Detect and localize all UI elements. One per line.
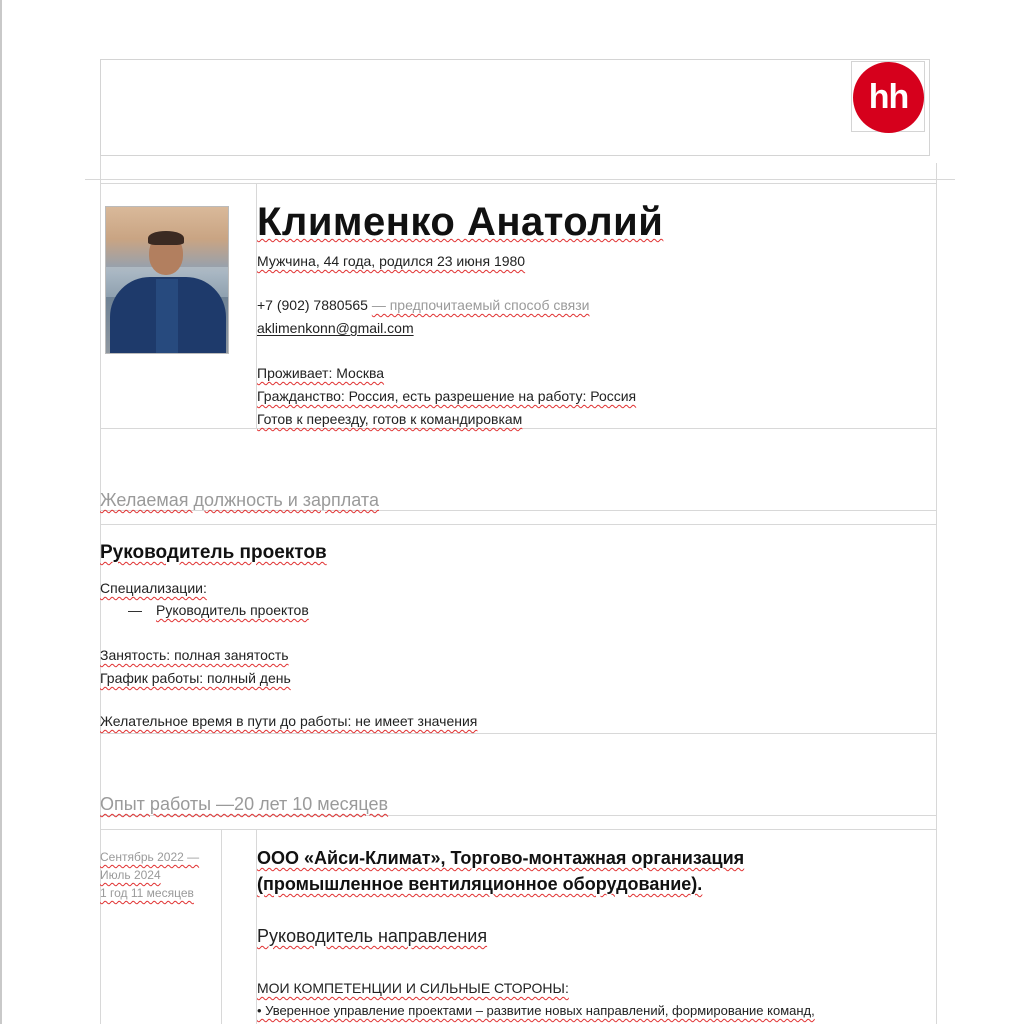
job-period-end: Июль 2024 [100, 868, 161, 882]
desired-position: Руководитель проектов [100, 542, 327, 563]
job-position: Руководитель направления [257, 926, 488, 946]
divider [100, 733, 937, 734]
job-competencies-title: МОИ КОМПЕТЕНЦИИ И СИЛЬНЫЕ СТОРОНЫ: [257, 980, 569, 996]
relocation: Готов к переезду, готов к командировкам [257, 411, 523, 427]
personal-info: Мужчина, 44 года, родился 23 июня 1980 [257, 253, 526, 269]
divider [85, 179, 955, 180]
specialization-dash: — [128, 602, 142, 618]
divider [100, 183, 937, 184]
job-period-start: Сентябрь 2022 — [100, 850, 200, 864]
email-link[interactable]: aklimenkonn@gmail.com [257, 320, 414, 336]
divider [100, 524, 937, 525]
job-bullet: • Уверенное управление проектами – развитие новых направлений, формирование команд, [257, 1003, 815, 1018]
divider [100, 829, 937, 830]
divider [936, 163, 937, 1024]
desired-section-title: Желаемая должность и зарплата [100, 490, 379, 510]
profile-photo [105, 206, 229, 354]
job-company-line1: ООО «Айси-Климат», Торгово-монтажная организация [257, 848, 745, 868]
hh-logo [851, 61, 925, 132]
schedule: График работы: полный день [100, 670, 291, 686]
employment: Занятость: полная занятость [100, 647, 289, 663]
phone-number[interactable]: +7 (902) 7880565 [257, 297, 368, 313]
specialization-item: Руководитель проектов [156, 602, 309, 618]
phone-note: — предпочитаемый способ связи [371, 297, 590, 313]
job-duration: 1 год 11 месяцев [100, 886, 194, 900]
job-company-line2: (промышленное вентиляционное оборудование). [257, 874, 703, 894]
page-edge [0, 0, 2, 1024]
hh-logo-icon: hh [853, 62, 924, 133]
divider [221, 829, 222, 1024]
phone-row [257, 297, 589, 313]
specializations-label: Специализации: [100, 580, 207, 596]
candidate-name: Клименко Анатолий [257, 200, 664, 244]
divider [100, 815, 937, 816]
experience-section-title: Опыт работы —20 лет 10 месяцев [100, 794, 389, 814]
citizenship: Гражданство: Россия, есть разрешение на работу: Россия [257, 388, 637, 404]
residence: Проживает: Москва [257, 365, 385, 381]
divider [100, 428, 937, 429]
commute: Желательное время в пути до работы: не имеет значения [100, 713, 478, 729]
header-box [100, 59, 930, 156]
